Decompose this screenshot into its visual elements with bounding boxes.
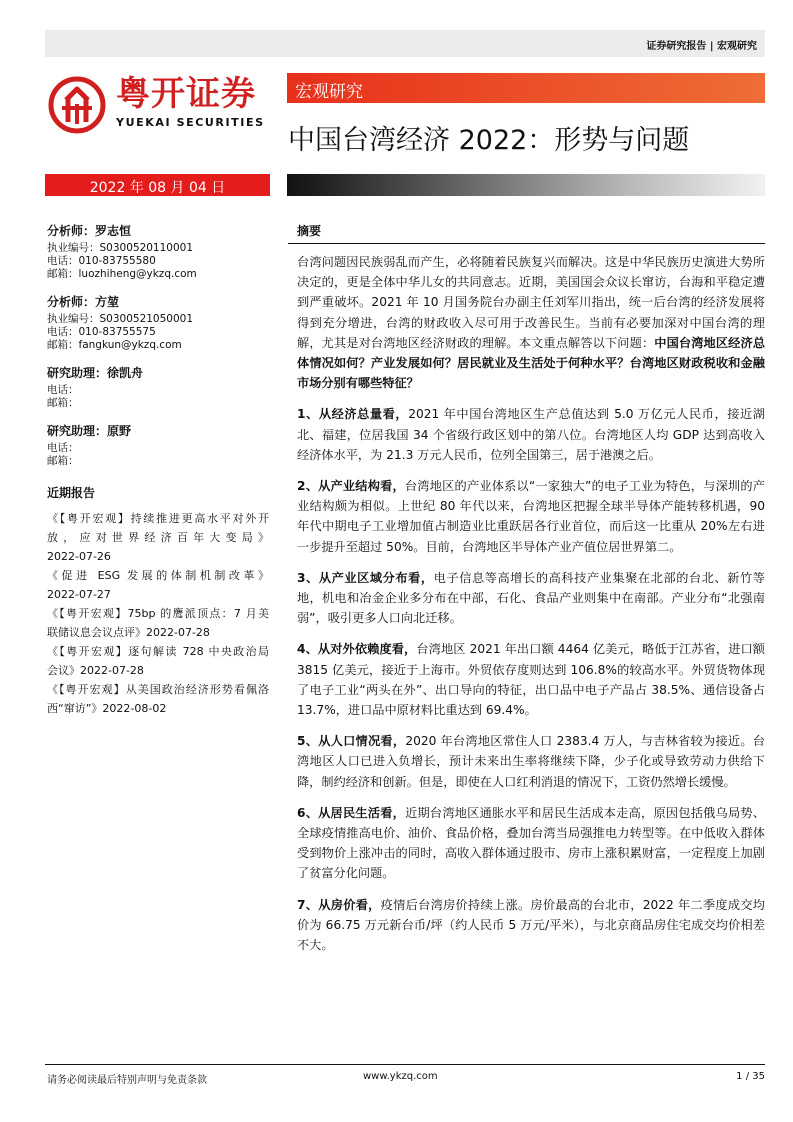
recent-report-title: 《【粤开宏观】75bp 的鹰派顶点：7 月美 (47, 607, 269, 620)
category-banner (287, 73, 765, 103)
page-title: 中国台湾经济 2022：形势与问题 (288, 125, 690, 156)
footer-divider (45, 1064, 765, 1065)
recent-report-item[interactable] (47, 566, 269, 604)
company-logo (48, 74, 278, 136)
header-bar (45, 30, 765, 57)
assistant-card (47, 422, 269, 468)
assistant-phone: 电话： (47, 384, 79, 396)
recent-report-title: 《【粤开宏观】持续推进更高水平对外开 (47, 512, 269, 525)
analyst-phone: 电话：010-83755575 (47, 326, 156, 338)
recent-report-title: 《【粤开宏观】从美国政治经济形势看佩洛 (47, 683, 269, 696)
page-number: 1 / 35 (736, 1071, 765, 1082)
assistant-email: 邮箱： (47, 397, 79, 409)
recent-report-title: 联储议息会议点评》2022-07-28 (47, 626, 210, 639)
point-heading: 7、从房价看， (297, 897, 381, 912)
date-banner (45, 174, 270, 196)
point-body: 近期台湾地区通胀水平和居民生活成本走高，原因包括俄乌局势、全球疫情推高电价、油价、食品价格，叠加台湾当局强推电力转型等。在中低收入群体受到物价上涨冲击的同时，高收入群体通过股市、房市上涨积累财富，一定程度上加剧了贫富分化问题。 (297, 805, 766, 881)
key-point (297, 639, 765, 720)
analyst-cert: 执业编号：S0300520110001 (47, 242, 194, 254)
intro-questions: 中国台湾地区经济总体情况如何？产业发展如何？居民就业及生活处于何种水平？台湾地区财政税收和金融市场分别有哪些特征？ (297, 335, 766, 391)
point-body: 2021 年中国台湾地区生产总值达到 5.0 万亿元人民币，接近湖北、福建，位居我国 34 个省级行政区划中的第八位。台湾地区人均 GDP 达到高收入经济体水平，为 21.3 万元人民币，位列全国第三，居于港澳之后。 (297, 407, 765, 462)
category-label: 宏观研究 (295, 82, 363, 102)
point-heading: 4、从对外依赖度看， (297, 642, 417, 657)
footer-website-link[interactable]: www.ykzq.com (363, 1071, 438, 1082)
point-heading: 3、从产业区域分布看， (297, 570, 434, 585)
yuekai-logo-icon (48, 76, 106, 134)
analyst-name: 分析师：罗志恒 (47, 224, 132, 238)
point-body: 疫情后台湾房价持续上涨。房价最高的台北市，2022 年二季度成交均价为 66.75 万元新台币/坪（约人民币 5 万元/平米），与北京商品房住宅成交均价相差不大。 (297, 897, 765, 953)
key-point (297, 568, 765, 629)
recent-report-title: 会议》2022-07-28 (47, 664, 144, 677)
recent-reports-title: 近期报告 (47, 486, 96, 500)
analyst-name: 分析师：方堃 (47, 295, 120, 309)
point-heading: 2、从产业结构看， (297, 479, 405, 494)
recent-report-title: 《【粤开宏观】逐句解读 728 中央政治局 (47, 645, 269, 658)
point-heading: 1、从经济总量看， (297, 407, 409, 422)
report-date: 2022 年 08 月 04 日 (89, 180, 226, 196)
recent-report-item[interactable] (47, 680, 269, 718)
key-point (297, 803, 765, 884)
key-point (297, 476, 765, 557)
logo-text-en: YUEKAI SECURITIES (116, 116, 265, 129)
assistant-name: 研究助理：徐凯舟 (47, 366, 144, 380)
logo-text-cn: 粤开证券 (116, 74, 256, 114)
point-heading: 5、从人口情况看， (297, 734, 406, 749)
recent-report-title: 西“窜访”》2022-08-02 (47, 702, 167, 715)
sidebar (47, 222, 269, 718)
gradient-bar (287, 174, 765, 196)
abstract-heading: 摘要 (288, 222, 765, 244)
point-body: 2020 年台湾地区常住人口 2383.4 万人，与吉林省较为接近。台湾地区人口已进入负增长，预计未来出生率将继续下降，少子化或导致劳动力供给下降，制约经济和创新。但是，即使在人口红利消退的情况下，工资仍然增长缓慢。 (297, 734, 765, 789)
analyst-email[interactable]: 邮箱：fangkun@ykzq.com (47, 339, 182, 351)
analyst-email[interactable]: 邮箱：luozhiheng@ykzq.com (47, 268, 197, 280)
recent-report-item[interactable] (47, 509, 269, 566)
point-body: 台湾地区的产业体系以“一家独大”的电子工业为特色，与深圳的产业结构颇为相似。上世纪 80 年代以来，台湾地区把握全球半导体产能转移机遇，90 年代中期电子工业增加值占制造业比重跃居各行业首位，而后这一比重从 20%左右进一步提升至超过 50%。目前，台湾地区半导体产业产值位居世界第二。 (297, 479, 765, 554)
key-point (297, 404, 765, 465)
point-heading: 6、从居民生活看， (297, 805, 406, 820)
analyst-phone: 电话：010-83755580 (47, 255, 156, 267)
report-type-label: 证券研究报告 | 宏观研究 (646, 41, 757, 52)
abstract-intro (297, 252, 765, 393)
key-point (297, 895, 765, 956)
assistant-name: 研究助理：原野 (47, 424, 132, 438)
recent-report-title: 放，应对世界经济百年大变局》 (47, 531, 269, 544)
intro-text: 台湾问题因民族弱乱而产生，必将随着民族复兴而解决。这是中华民族历史演进大势所决定的，更是全体中华儿女的共同意志。近期，美国国会众议长窜访，台海和平稳定遭到严重破坏。2021 年 10 月国务院台办副主任刘军川指出，统一后台湾的经济发展将得到充分增进，台湾的财政收入尽可用于改善民生。当前有必要加深对中国台湾的理解，尤其是对台湾地区经济财政的理解。本文重点解答以下问题： (297, 255, 765, 350)
abstract-section (297, 222, 765, 966)
assistant-card (47, 364, 269, 410)
recent-report-title: 《促进 ESG 发展的体制机制改革》 (47, 569, 269, 582)
recent-report-date: 2022-07-26 (47, 550, 111, 563)
analyst-cert: 执业编号：S0300521050001 (47, 313, 194, 325)
recent-report-date: 2022-07-27 (47, 588, 111, 601)
recent-report-item[interactable] (47, 604, 269, 642)
point-body: 电子信息等高增长的高科技产业集聚在北部的台北、新竹等地，机电和冶金企业多分布在中部，石化、食品产业则集中在南部。产业分布“北强南弱”，吸引更多人口向北迁移。 (297, 570, 765, 626)
footer-disclaimer: 请务必阅读最后特别声明与免责条款 (47, 1075, 207, 1086)
assistant-email: 邮箱： (47, 455, 79, 467)
key-point (297, 731, 765, 792)
recent-report-item[interactable] (47, 642, 269, 680)
analyst-card (47, 293, 269, 352)
assistant-phone: 电话： (47, 442, 79, 454)
analyst-card (47, 222, 269, 281)
point-body: 台湾地区 2021 年出口额 4464 亿美元，略低于江苏省，进口额 3815 亿美元，接近于上海市。外贸依存度则达到 106.8%的较高水平。外贸货物体现了电子工业“两头在外”、出口导向的特征，出口品中电子产品占 38.5%、通信设备占 13.7%，进口品中原材料比重达到 69.4%。 (297, 642, 765, 718)
